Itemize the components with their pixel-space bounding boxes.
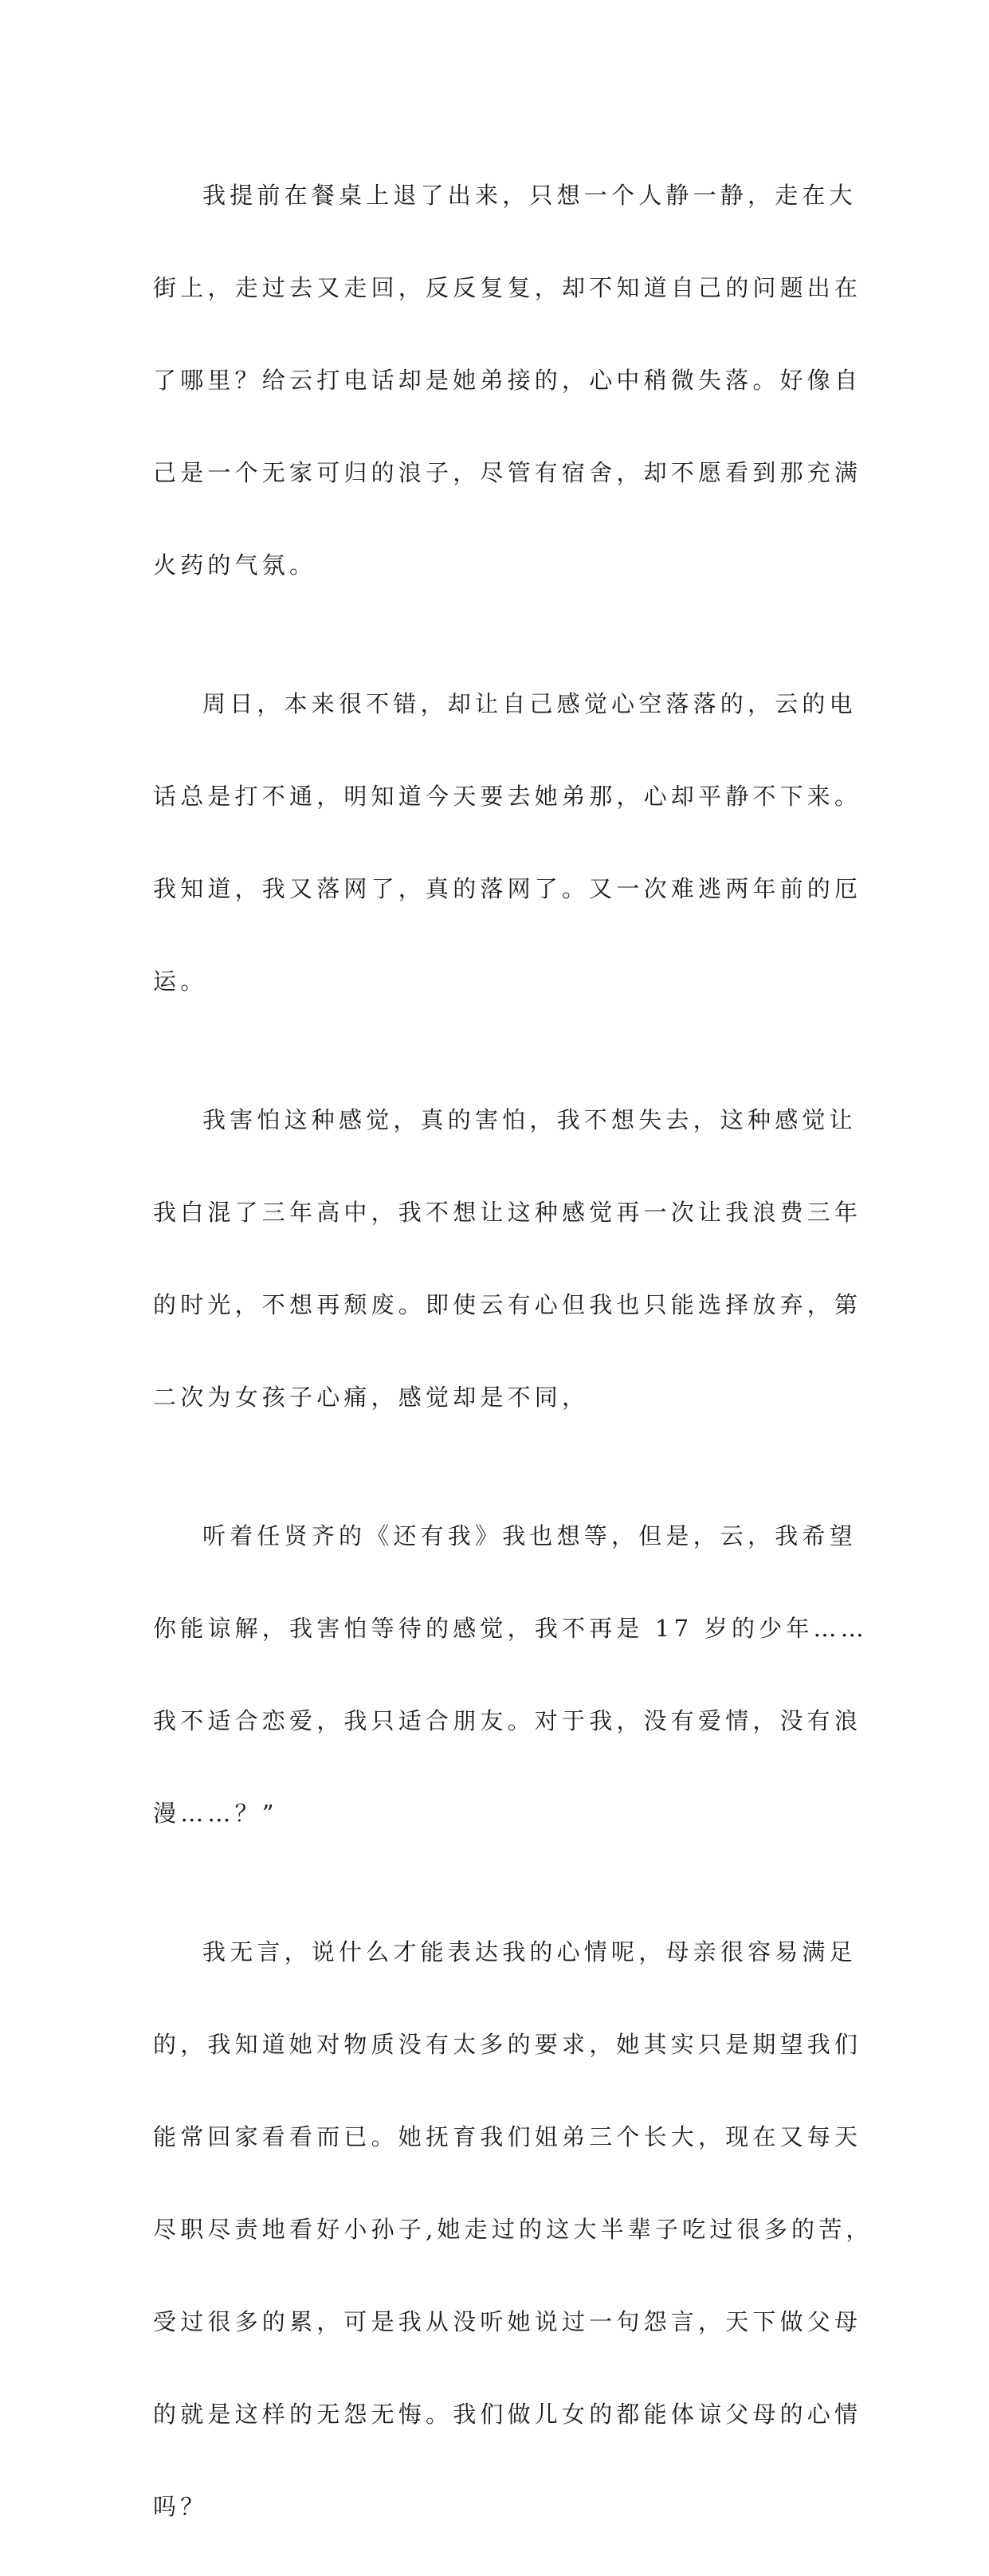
paragraph-2 — [153, 634, 862, 1050]
paragraph-line: 二次为女孩子心痛，感觉却是不同， — [153, 1384, 590, 1411]
paragraph-line: 运。 — [153, 968, 208, 995]
paragraph-line: 你能谅解，我害怕等待的感觉，我不再是 17 岁的少年…… — [153, 1615, 868, 1642]
paragraph-5 — [153, 1883, 873, 2576]
document-body — [153, 126, 873, 2576]
paragraph-line: 周日，本来很不错，却让自己感觉心空落落的，云的电 — [202, 690, 857, 717]
paragraph-line: 我无言，说什么才能表达我的心情呢，母亲很容易满足 — [202, 1938, 857, 1965]
paragraph-line: 街上，走过去又走回，反反复复，却不知道自己的问题出在 — [153, 274, 862, 301]
paragraph-line: 漫……？” — [153, 1800, 278, 1827]
paragraph-line: 的时光，不想再颓废。即使云有心但我也只能选择放弃，第 — [153, 1291, 862, 1318]
paragraph-line: 能常回家看看而已。她抚育我们姐弟三个长大，现在又每天 — [153, 2123, 862, 2150]
paragraph-line: 我知道，我又落网了，真的落网了。又一次难逃两年前的厄 — [153, 875, 862, 902]
paragraph-line: 受过很多的累，可是我从没听她说过一句怨言，天下做父母 — [153, 2308, 862, 2335]
paragraph-line: 我白混了三年高中，我不想让这种感觉再一次让我浪费三年 — [153, 1199, 862, 1226]
paragraph-line: 了哪里？给云打电话却是她弟接的，心中稍微失落。好像自 — [153, 367, 862, 394]
paragraph-line: 我不适合恋爱，我只适合朋友。对于我，没有爱情，没有浪 — [153, 1707, 862, 1734]
paragraph-3 — [153, 1050, 862, 1467]
paragraph-line: 我提前在餐桌上退了出来，只想一个人静一静，走在大 — [202, 182, 857, 209]
paragraph-line: 的，我知道她对物质没有太多的要求，她其实只是期望我们 — [153, 2031, 862, 2058]
paragraph-1 — [153, 126, 862, 634]
paragraph-line: 话总是打不通，明知道今天要去她弟那，心却平静不下来。 — [153, 783, 862, 810]
paragraph-line: 火药的气氛。 — [153, 552, 317, 579]
paragraph-4 — [153, 1467, 868, 1883]
paragraph-line: 吗？ — [153, 2493, 208, 2520]
paragraph-line: 的就是这样的无怨无悔。我们做儿女的都能体谅父母的心情 — [153, 2401, 862, 2428]
paragraph-line: 尽职尽责地看好小孙子,她走过的这大半辈子吃过很多的苦， — [153, 2216, 873, 2243]
paragraph-line: 听着任贤齐的《还有我》我也想等，但是，云，我希望 — [202, 1522, 857, 1549]
paragraph-line: 己是一个无家可归的浪子，尽管有宿舍，却不愿看到那充满 — [153, 459, 862, 486]
paragraph-line: 我害怕这种感觉，真的害怕，我不想失去，这种感觉让 — [202, 1106, 857, 1133]
